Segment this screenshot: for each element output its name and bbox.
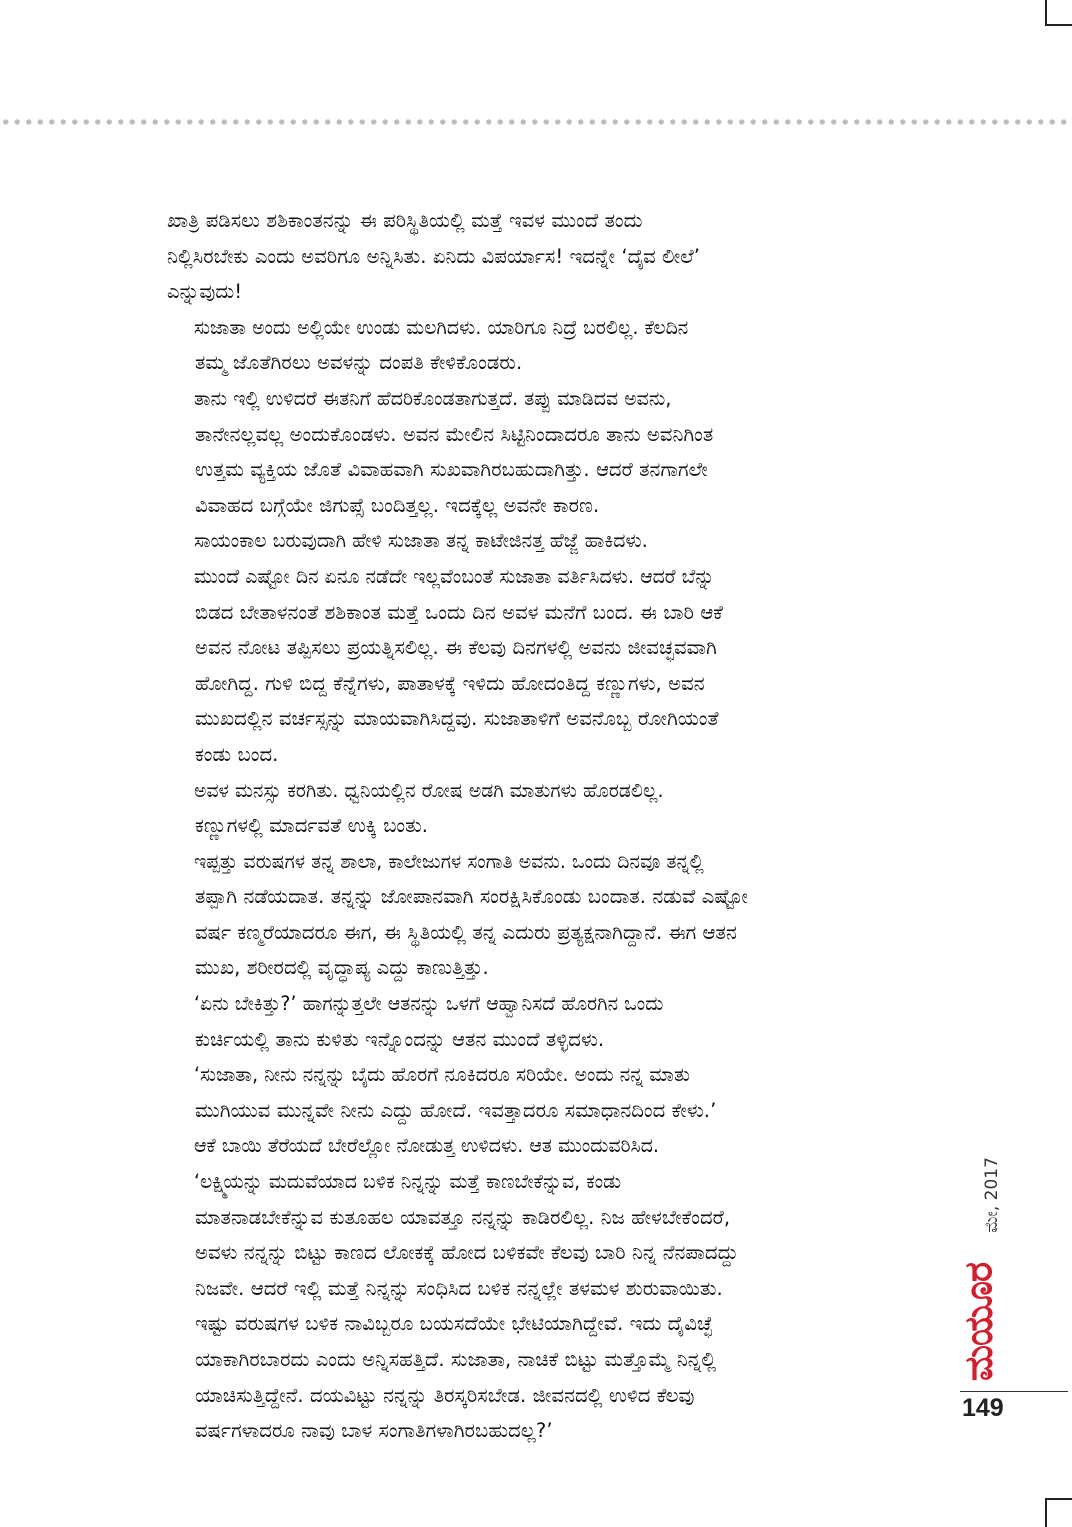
text-line: ತಪ್ಪಾಗಿ ನಡೆಯದಾತ. ತನ್ನನ್ನು ಜೋಪಾನವಾಗಿ ಸಂರಕ್ಷಿಸಿಕೊಂಡು ಬಂದಾತ. ನಡುವೆ ಎಷ್ಟೋ [195,885,748,909]
text-line: ಇಷ್ಟು ವರುಷಗಳ ಬಳಿಕ ನಾವಿಬ್ಬರೂ ಬಯಸದೆಯೇ ಭೇಟಿಯಾಗಿದ್ದೇವೆ. ಇದು ದೈವಿಚ್ಛೆ [195,1312,713,1336]
text-line: ವಿವಾಹದ ಬಗ್ಗೆಯೇ ಜಿಗುಪ್ಸೆ ಬಂದಿತ್ತಲ್ಲ. ಇದಕ್ಕೆಲ್ಲ ಅವನೇ ಕಾರಣ. [195,493,600,517]
issue-date-text: ಮೇ, 2017 [982,1157,1002,1233]
text-line: ತಾನು ಇಲ್ಲಿ ಉಳಿದರೆ ಈತನಿಗೆ ಹೆದರಿಕೊಂಡತಾಗುತ್ತದೆ. ತಪ್ಪು ಮಾಡಿದವ ಅವನು, [193,386,672,410]
paragraph [167,844,927,986]
text-line: ಮಾತನಾಡಬೇಕೆನ್ನುವ ಕುತೂಹಲ ಯಾವತ್ತೂ ನನ್ನನ್ನು ಕಾಡಿರಲಿಲ್ಲ. ನಿಜ ಹೇಳಬೇಕೆಂದರೆ, [195,1205,731,1229]
paragraph [167,203,927,310]
text-line: ಮುಗಿಯುವ ಮುನ್ನವೇ ನೀನು ಎದ್ದು ಹೋದೆ. ಇವತ್ತಾದರೂ ಸಮಾಧಾನದಿಂದ ಕೇಳು.’ [195,1098,717,1122]
page-number-rule [960,1391,1068,1392]
text-line: ಯಾಕಾಗಿರಬಾರದು ಎಂದು ಅನ್ನಿಸಹತ್ತಿದೆ. ಸುಜಾತಾ, ನಾಚಿಕೆ ಬಿಟ್ಟು ಮತ್ತೊಮ್ಮೆ ನಿನ್ನಲ್ಲಿ [195,1348,717,1371]
paragraph [167,559,927,773]
text-line: ಯಾಚಿಸುತ್ತಿದ್ದೇನೆ. ದಯವಿಟ್ಟು ನನ್ನನ್ನು ತಿರಸ್ಕರಿಸಬೇಡ. ಜೀವನದಲ್ಲಿ ಉಳಿದ ಕೆಲವು [195,1383,695,1407]
paragraph [167,986,927,1057]
text-line: ವರ್ಷ ಕಣ್ಮರೆಯಾದರೂ ಈಗ, ಈ ಸ್ಥಿತಿಯಲ್ಲಿ ತನ್ನ ಎದುರು ಪ್ರತ್ಯಕ್ಷನಾಗಿದ್ದಾನೆ. ಈಗ ಆತನ [195,920,737,944]
text-line: ತಮ್ಮ ಜೊತೆಗಿರಲು ಅವಳನ್ನು ದಂಪತಿ ಕೇಳಿಕೊಂಡರು. [195,351,523,375]
text-line: ಖಾತ್ರಿ ಪಡಿಸಲು ಶಶಿಕಾಂತನನ್ನು ಈ ಪರಿಸ್ಥಿತಿಯಲ್ಲಿ ಮತ್ತೆ ಇವಳ ಮುಂದೆ ತಂದು [167,209,643,232]
text-line: ಸಾಯಂಕಾಲ ಬರುವುದಾಗಿ ಹೇಳಿ ಸುಜಾತಾ ತನ್ನ ಕಾಟೇಜಿನತ್ತ ಹೆಜ್ಜೆ ಹಾಕಿದಳು. [193,529,648,553]
text-line: ‘ಸುಜಾತಾ, ನೀನು ನನ್ನನ್ನು ಬೈದು ಹೊರಗೆ ನೂಕಿದರೂ ಸರಿಯೇ. ಅಂದು ನನ್ನ ಮಾತು [193,1063,691,1087]
text-line: ಅವನ ನೋಟ ತಪ್ಪಿಸಲು ಪ್ರಯತ್ನಿಸಲಿಲ್ಲ. ಈ ಕೆಲವು ದಿನಗಳಲ್ಲಿ ಅವನು ಜೀವಚ್ಛವವಾಗಿ [195,636,717,660]
text-line: ಆಕೆ ಬಾಯಿ ತೆರೆಯದೆ ಬೇರೆಲ್ಲೋ ನೋಡುತ್ತ ಉಳಿದಳು. ಆತ ಮುಂದುವರಿಸಿದ. [193,1134,660,1158]
paragraph [167,1057,927,1128]
text-line: ಇಪ್ಪತ್ತು ವರುಷಗಳ ತನ್ನ ಶಾಲಾ, ಕಾಲೇಜುಗಳ ಸಂಗಾತಿ ಅವನು. ಒಂದು ದಿನವೂ ತನ್ನಲ್ಲಿ [193,849,704,873]
issue-date [981,1135,1003,1255]
crop-mark-top [1045,0,1072,26]
dotted-header-rule [0,117,1072,127]
text-line: ಮುಖ, ಶರೀರದಲ್ಲಿ ವೃದ್ಧಾಪ್ಯ ಎದ್ದು ಕಾಣುತ್ತಿತ್ತು. [195,956,489,980]
text-line: ನಿಜವೇ. ಆದರೆ ಇಲ್ಲಿ ಮತ್ತೆ ನಿನ್ನನ್ನು ಸಂಧಿಸಿದ ಬಳಿಕ ನನ್ನಲ್ಲೇ ತಳಮಳ ಶುರುವಾಯಿತು. [195,1276,723,1300]
text-line: ಕಂಡು ಬಂದ. [195,742,279,766]
text-line: ಕಣ್ಣುಗಳಲ್ಲಿ ಮಾರ್ದವತೆ ಉಕ್ಕಿ ಬಂತು. [195,814,429,838]
text-line: ಉತ್ತಮ ವ್ಯಕ್ತಿಯ ಜೊತೆ ವಿವಾಹವಾಗಿ ಸುಖವಾಗಿರಬಹುದಾಗಿತ್ತು. ಆದರೆ ತನಗಾಗಲೇ [195,458,708,482]
text-line: ಎನ್ನುವುದು! [167,280,243,304]
text-line: ಹೋಗಿದ್ದ. ಗುಳಿ ಬಿದ್ದ ಕೆನ್ನೆಗಳು, ಪಾತಾಳಕ್ಕೆ ಇಳಿದು ಹೋದಂತಿದ್ದ ಕಣ್ಣುಗಳು, ಅವನ [195,671,705,695]
text-line: ಅವಳು ನನ್ನನ್ನು ಬಿಟ್ಟು ಕಾಣದ ಲೋಕಕ್ಕೆ ಹೋದ ಬಳಿಕವೇ ಕೆಲವು ಬಾರಿ ನಿನ್ನ ನೆನಪಾದದ್ದು [195,1241,739,1265]
crop-mark-bottom [1045,1498,1072,1527]
text-line: ಅವಳ ಮನಸ್ಸು ಕರಗಿತು. ಧ್ವನಿಯಲ್ಲಿನ ರೋಷ ಅಡಗಿ ಮಾತುಗಳು ಹೊರಡಲಿಲ್ಲ. [193,778,664,802]
text-line: ಮುಖದಲ್ಲಿನ ವರ್ಚಸ್ಸನ್ನು ಮಾಯವಾಗಿಸಿದ್ದವು. ಸುಜಾತಾಳಿಗೆ ಅವನೊಬ್ಬ ರೋಗಿಯಂತೆ [195,707,719,731]
text-line: ‘ಲಕ್ಷ್ಮಿಯನ್ನು ಮದುವೆಯಾದ ಬಳಿಕ ನಿನ್ನನ್ನು ಮತ್ತೆ ಕಾಣಬೇಕೆನ್ನುವ, ಕಂಡು [193,1170,622,1194]
text-line: ಕುರ್ಚಿಯಲ್ಲಿ ತಾನು ಕುಳಿತು ಇನ್ನೊಂದನ್ನು ಆತನ ಮುಂದೆ ತಳ್ಳಿದಳು. [195,1027,605,1051]
paragraph [167,1128,927,1164]
paragraph [167,1164,927,1449]
page-number: 149 [962,1394,1004,1422]
text-line: ವರ್ಷಗಳಾದರೂ ನಾವು ಬಾಳ ಸಂಗಾತಿಗಳಾಗಿರಬಹುದಲ್ಲ?’ [195,1419,553,1443]
magazine-logo [955,1262,1003,1382]
text-line: ಬಿಡದ ಬೇತಾಳನಂತೆ ಶಶಿಕಾಂತ ಮತ್ತೆ ಒಂದು ದಿನ ಅವಳ ಮನೆಗೆ ಬಂದ. ಈ ಬಾರಿ ಆಕೆ [195,600,723,624]
paragraph [167,381,927,523]
text-line: ನಿಲ್ಲಿಸಿರಬೇಕು ಎಂದು ಅವರಿಗೂ ಅನ್ನಿಸಿತು. ಏನಿದು ವಿಪರ್ಯಾಸ! ಇದನ್ನೇ ‘ದೈವ ಲೀಲೆ’ [167,244,701,268]
text-line: ಸುಜಾತಾ ಅಂದು ಅಲ್ಲಿಯೇ ಉಂಡು ಮಲಗಿದಳು. ಯಾರಿಗೂ ನಿದ್ರೆ ಬರಲಿಲ್ಲ. ಕೆಲದಿನ [193,315,689,339]
magazine-logo-text: ಮಯೂರ [956,1262,1001,1382]
text-line: ತಾನೇನಲ್ಲವಲ್ಲ ಅಂದುಕೊಂಡಳು. ಅವನ ಮೇಲಿನ ಸಿಟ್ಟಿನಿಂದಾದರೂ ತಾನು ಅವನಿಗಿಂತ [195,422,714,446]
paragraph [167,523,927,559]
paragraph [167,773,927,844]
text-line: ಮುಂದೆ ಎಷ್ಟೋ ದಿನ ಏನೂ ನಡೆದೇ ಇಲ್ಲವೆಂಬಂತೆ ಸುಜಾತಾ ವರ್ತಿಸಿದಳು. ಆದರೆ ಬೆನ್ನು [193,564,715,588]
paragraph [167,310,927,381]
text-line: ‘ಏನು ಬೇಕಿತ್ತು?’ ಹಾಗನ್ನುತ್ತಲೇ ಆತನನ್ನು ಒಳಗೆ ಆಹ್ವಾನಿಸದೆ ಹೊರಗಿನ ಒಂದು [193,992,664,1016]
article-body [167,203,927,1449]
